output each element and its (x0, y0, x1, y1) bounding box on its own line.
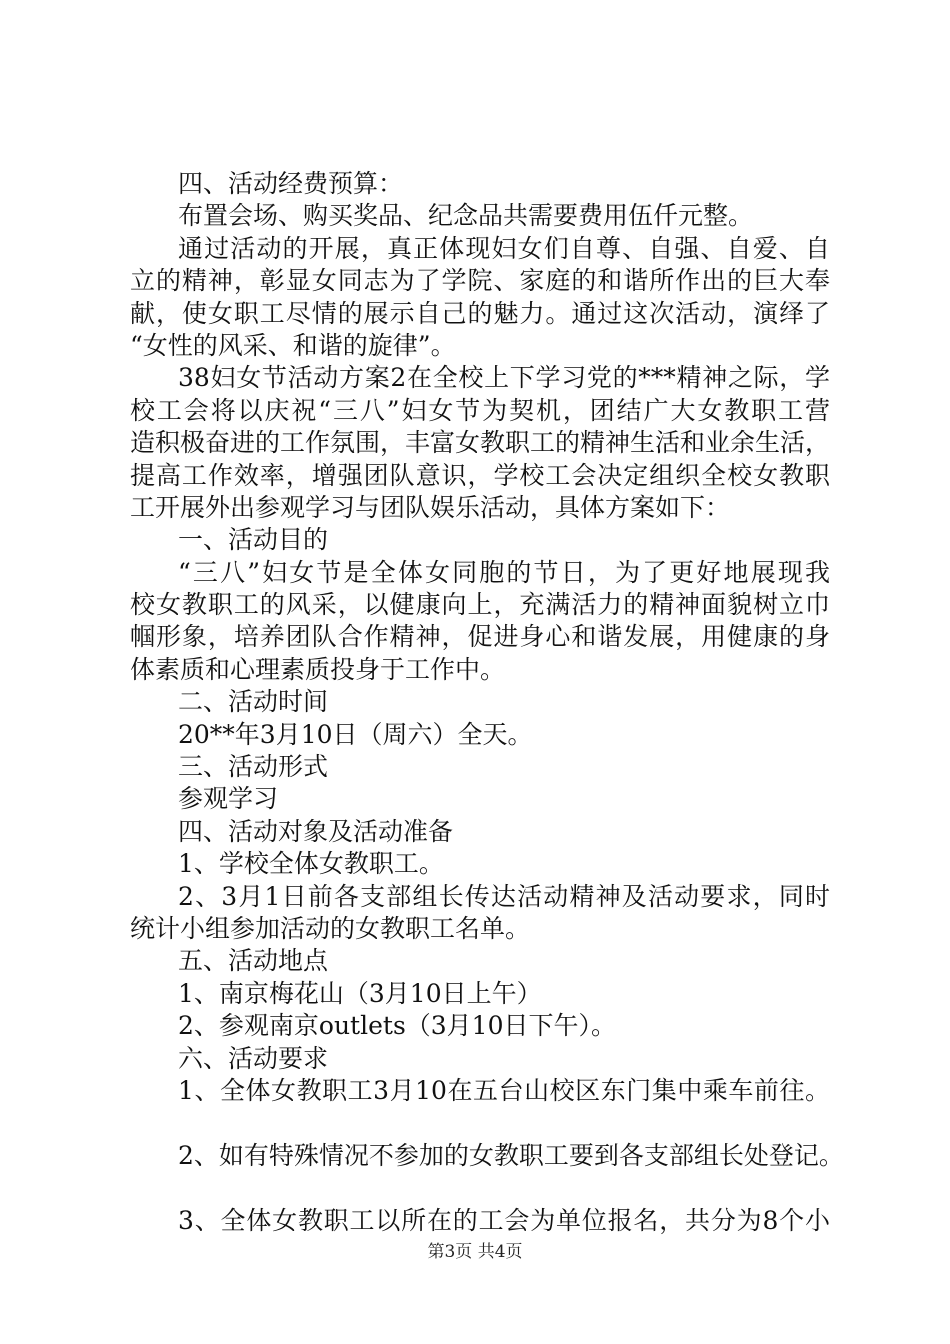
heading-form: 三、活动形式 (178, 752, 329, 782)
paragraph-line: 献，使女职工尽情的展示自己的魅力。通过这次活动，演绎了 (130, 298, 830, 328)
blank-line (130, 1172, 830, 1204)
paragraph-line: 校工会将以庆祝“三八”妇女节为契机，团结广大女教职工营 (130, 395, 830, 425)
paragraph-line: 工开展外出参观学习与团队娱乐活动，具体方案如下： (130, 492, 731, 522)
blank-line (130, 1107, 830, 1139)
paragraph-line: “三八”妇女节是全体女同胞的节日，为了更好地展现我 (178, 557, 830, 587)
heading-location: 五、活动地点 (178, 946, 329, 976)
paragraph-form: 参观学习 (178, 784, 279, 814)
paragraph-line: 校女教职工的风采，以健康向上，充满活力的精神面貌树立巾 (130, 590, 830, 620)
list-item: 2、3月1日前各支部组长传达活动精神及活动要求，同时 (178, 881, 830, 911)
paragraph-line: 帼形象，培养团队合作精神，促进身心和谐发展，用健康的身 (130, 622, 830, 652)
paragraph-line: 提高工作效率，增强团队意识，学校工会决定组织全校女教职 (130, 460, 830, 490)
list-item: 2、参观南京outlets（3月10日下午）。 (178, 1011, 616, 1041)
heading-time: 二、活动时间 (178, 687, 329, 717)
heading-participants: 四、活动对象及活动准备 (178, 816, 454, 846)
list-item: 3、全体女教职工以所在的工会为单位报名，共分为8个小 (178, 1205, 830, 1235)
paragraph-time: 20**年3月10日（周六）全天。 (178, 719, 533, 749)
heading-requirements: 六、活动要求 (178, 1043, 329, 1073)
paragraph-line: 38妇女节活动方案2在全校上下学习党的***精神之际，学 (178, 363, 830, 393)
heading-purpose: 一、活动目的 (178, 525, 329, 555)
paragraph-line: 体素质和心理素质投身于工作中。 (130, 654, 506, 684)
paragraph-line: 造积极奋进的工作氛围，丰富女教职工的精神生活和业余生活， (130, 428, 831, 458)
list-item: 1、全体女教职工3月10在五台山校区东门集中乘车前往。 (178, 1075, 830, 1105)
paragraph-line: 通过活动的开展，真正体现妇女们自尊、自强、自爱、自 (178, 233, 830, 263)
paragraph-budget: 布置会场、购买奖品、纪念品共需要费用伍仟元整。 (178, 201, 754, 231)
page-number: 第3页 共4页 (427, 1242, 523, 1262)
page-footer (0, 1240, 950, 1264)
list-item: 1、学校全体女教职工。 (178, 849, 444, 879)
list-item: 2、如有特殊情况不参加的女教职工要到各支部组长处登记。 (178, 1140, 844, 1170)
list-item-continued: 统计小组参加活动的女教职工名单。 (130, 913, 531, 943)
paragraph-line: “女性的风采、和谐的旋律”。 (130, 330, 456, 360)
paragraph-line: 立的精神，彰显女同志为了学院、家庭的和谐所作出的巨大奉 (130, 266, 830, 296)
list-item: 1、南京梅花山（3月10日上午） (178, 978, 542, 1008)
heading-budget: 四、活动经费预算： (178, 169, 404, 198)
document-body (130, 168, 844, 1237)
